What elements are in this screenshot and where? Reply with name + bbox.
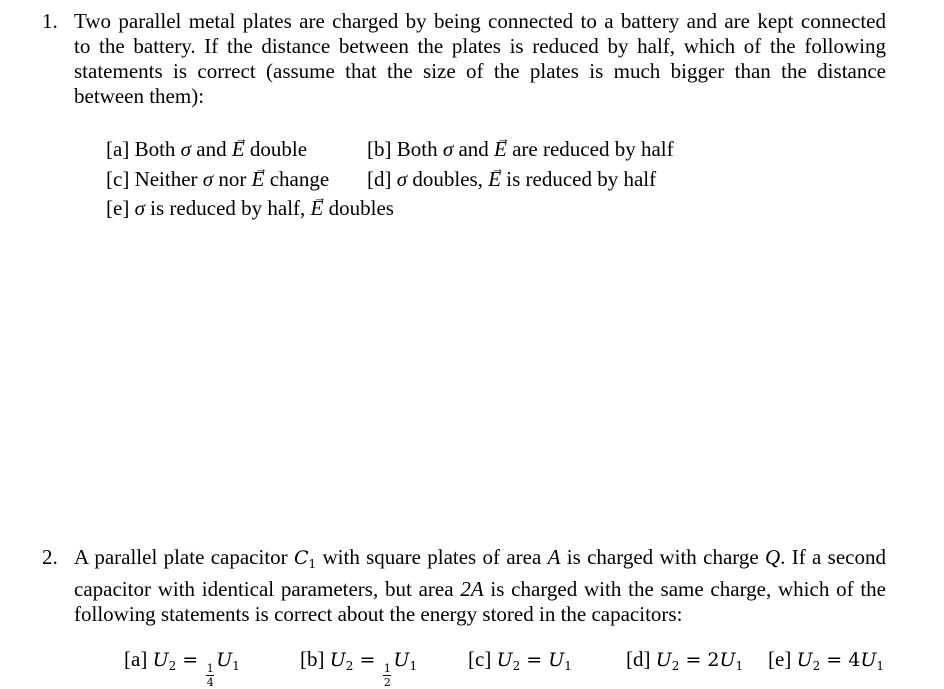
- e-field-vector: → E: [252, 167, 265, 192]
- question-1-number: 1.: [42, 9, 58, 33]
- sigma-symbol: σ: [396, 167, 408, 191]
- e-field-vector: → E: [488, 167, 501, 192]
- question-1-line: Two parallel metal plates are charged by being connected to a battery and are kept connected: [74, 9, 886, 33]
- option-label: [d]: [367, 167, 392, 191]
- question-2-line: A parallel plate capacitor $C_1$ with square plates of area A is charged with charge Q. If a second: [74, 545, 886, 571]
- q2-option-e[interactable]: [e] $U_2 = 4U_1$: [768, 647, 884, 673]
- option-label: [b]: [300, 647, 325, 671]
- fraction: $\frac{1}{2}$: [383, 662, 391, 689]
- double-area-symbol: 2A: [460, 577, 484, 601]
- sigma-symbol: σ: [202, 167, 214, 191]
- e-field-vector: → E: [494, 137, 507, 162]
- q1-option-a[interactable]: [a] Both σ and → E double: [106, 137, 307, 162]
- charge-symbol: Q: [765, 545, 781, 569]
- question-1-text: [74, 9, 886, 109]
- q2-option-d[interactable]: [d] $U_2 = 2U_1$: [626, 647, 744, 673]
- q2-option-b[interactable]: [b] $U_2$ = $\frac{1}{2}$ $U_1$: [300, 647, 418, 689]
- option-label: [e]: [106, 196, 130, 220]
- option-label: [b]: [367, 137, 392, 161]
- question-1-line: between them):: [74, 84, 205, 108]
- area-symbol: A: [547, 545, 561, 569]
- option-label: [c]: [106, 167, 130, 191]
- option-label: [c]: [468, 647, 492, 671]
- q2-option-a[interactable]: [a] $U_2$ = $\frac{1}{4}$ $U_1$: [124, 647, 240, 689]
- question-1-line: statements is correct (assume that the size of the plates is much bigger than the distance: [74, 59, 886, 83]
- q1-option-b[interactable]: [b] Both σ and → E are reduced by half: [367, 137, 674, 162]
- option-label: [d]: [626, 647, 651, 671]
- q1-option-c[interactable]: [c] Neither σ nor → E change: [106, 167, 329, 192]
- sigma-symbol: σ: [134, 196, 145, 220]
- option-label: [a]: [124, 647, 148, 671]
- question-2-line: following statements is correct about the energy stored in the capacitors:: [74, 602, 683, 626]
- question-2-text: [74, 545, 886, 627]
- e-field-vector: → E: [232, 137, 245, 162]
- question-2-line: capacitor with identical parameters, but area 2A is charged with the same charge, which of the: [74, 577, 887, 601]
- q1-option-e[interactable]: [e] σ is reduced by half, → E doubles: [106, 196, 394, 221]
- option-label: [a]: [106, 137, 130, 161]
- e-field-vector: → E: [311, 196, 324, 221]
- question-1-line: to the battery. If the distance between the plates is reduced by half, which of the following: [74, 34, 886, 58]
- sigma-symbol: σ: [180, 137, 192, 161]
- sigma-symbol: σ: [442, 137, 454, 161]
- q2-option-c[interactable]: [c] $U_2 = U_1$: [468, 647, 572, 673]
- question-2-number: 2.: [42, 545, 58, 569]
- option-label: [e]: [768, 647, 792, 671]
- fraction: $\frac{1}{4}$: [206, 662, 214, 689]
- capacitor-symbol: C: [293, 547, 309, 569]
- q1-option-d[interactable]: [d] σ doubles, → E is reduced by half: [367, 167, 656, 192]
